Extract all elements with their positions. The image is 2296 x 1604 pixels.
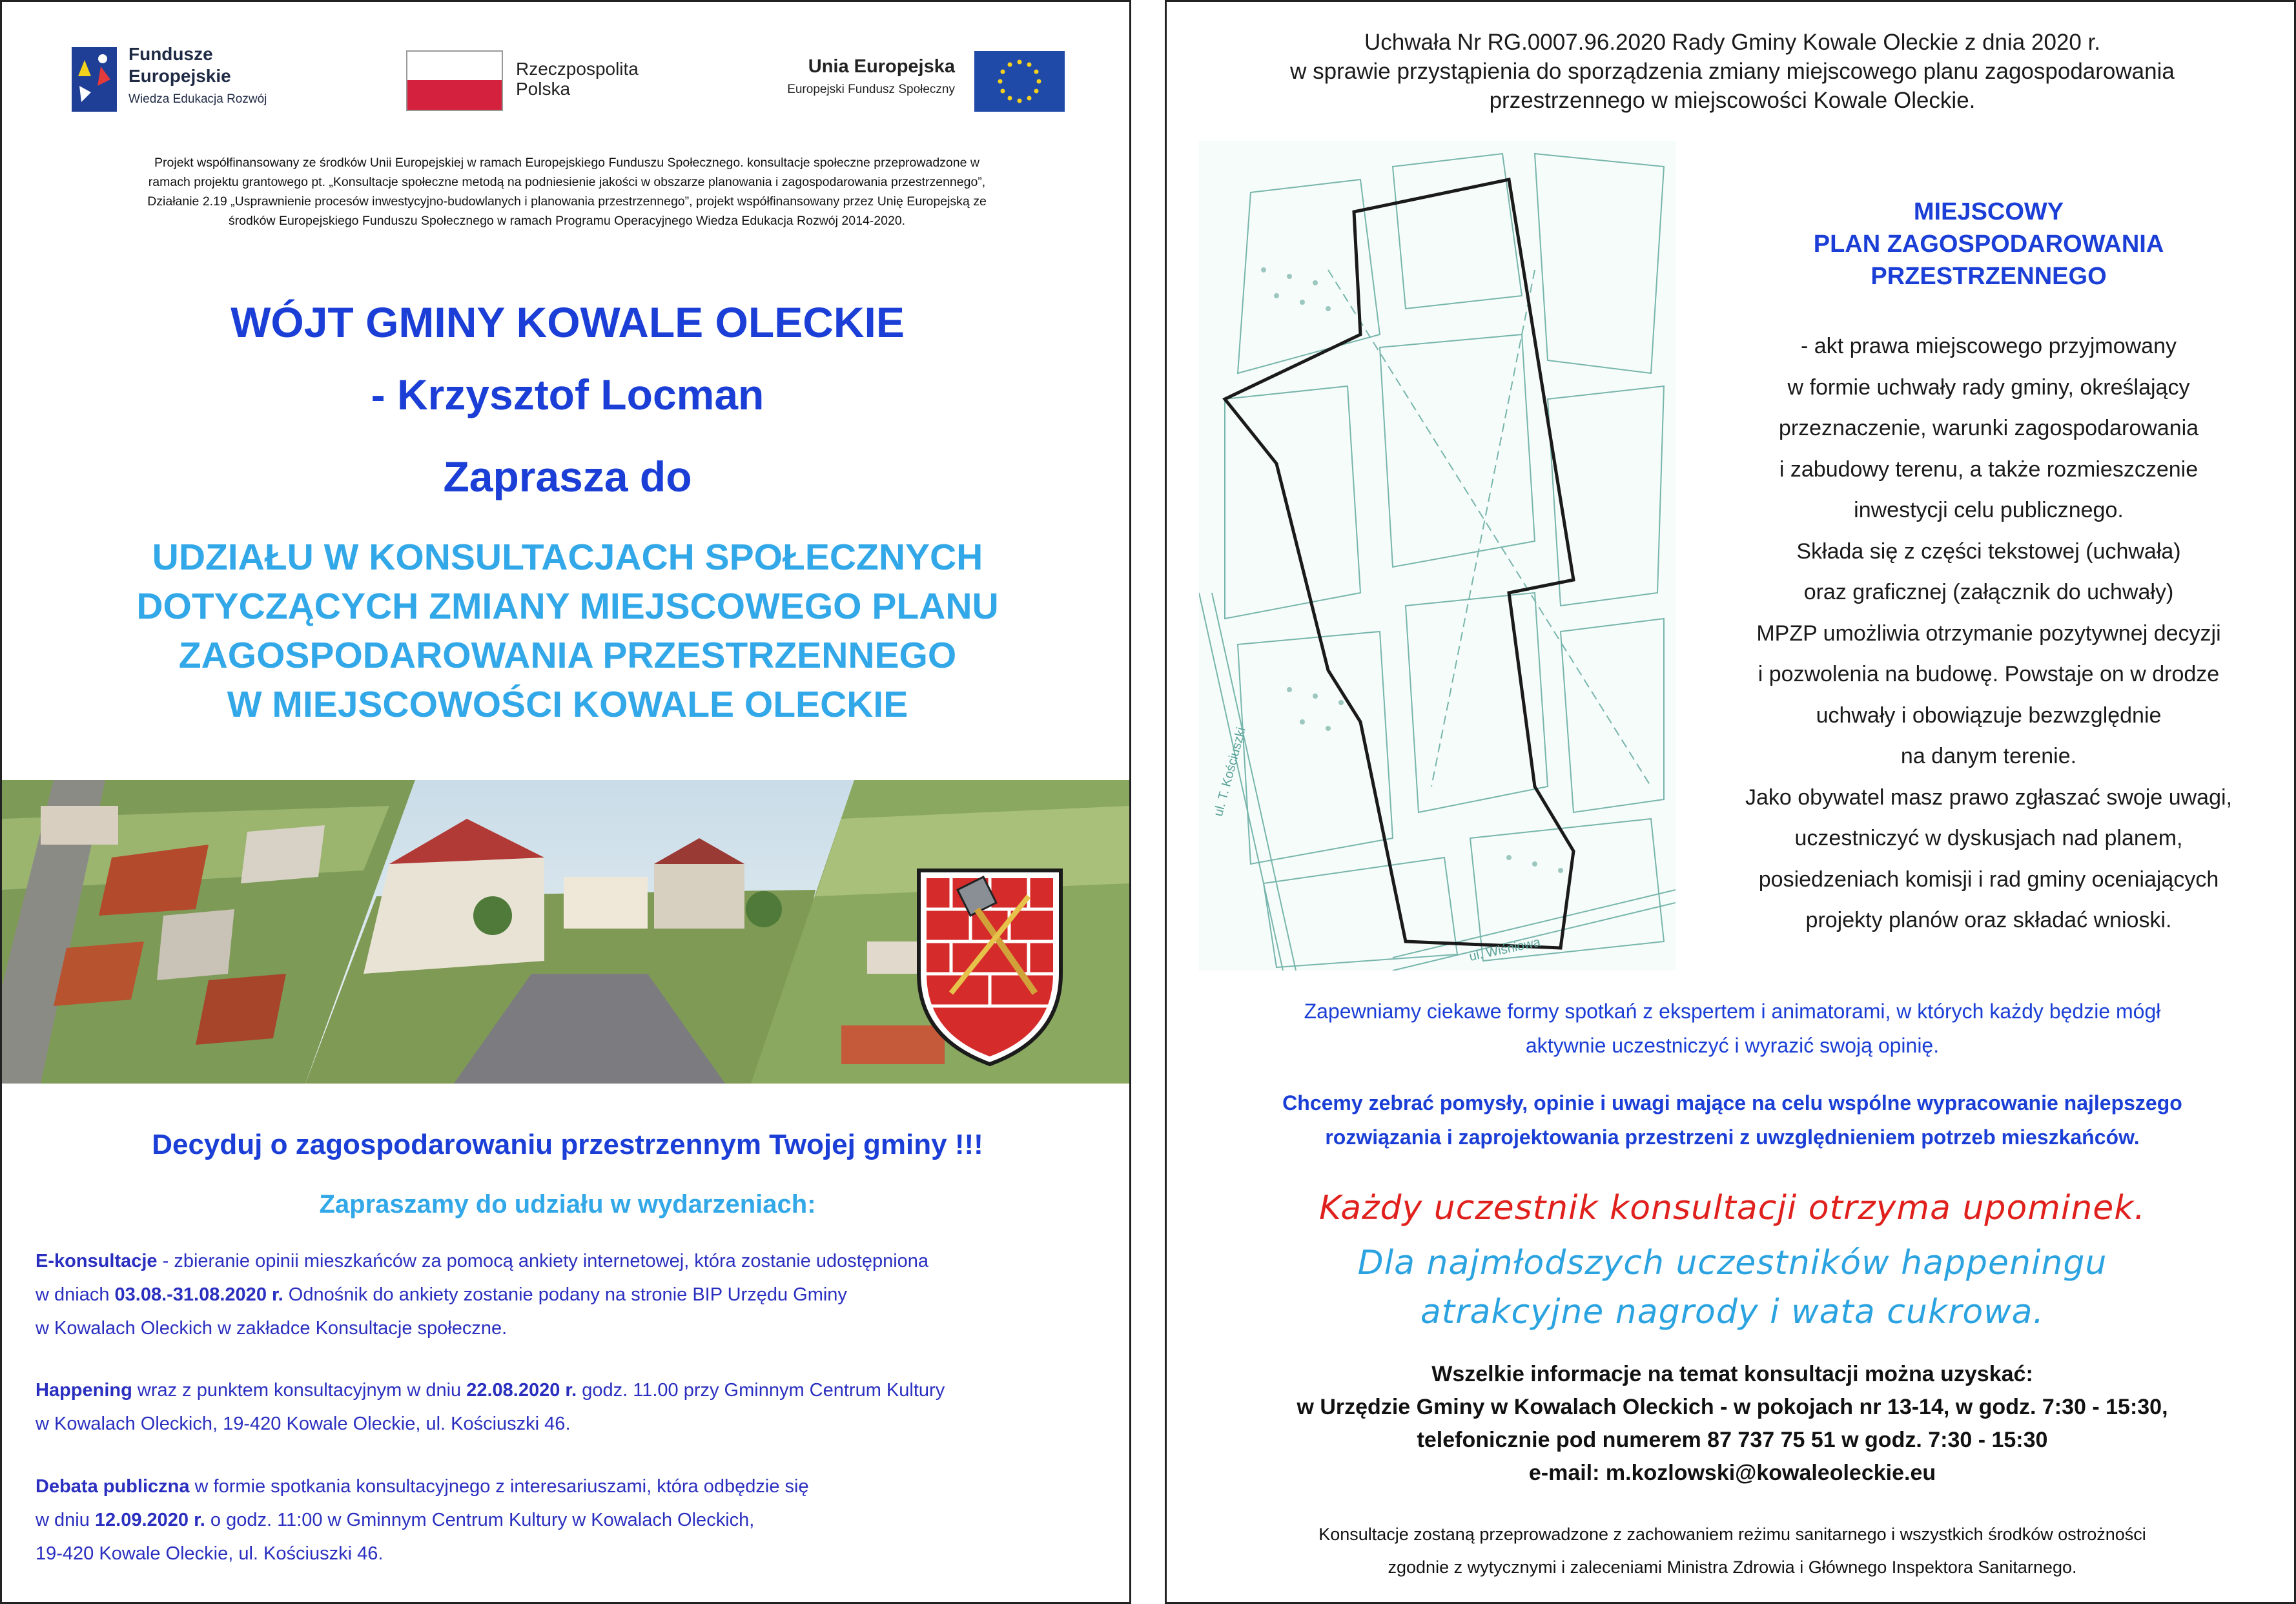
disclaimer-line: środków Europejskiego Funduszu Społecznego w ramach Programu Operacyjnego Wiedza Edukacja Rozwój 2014-2020. [228, 214, 906, 228]
definition-line: inwestycji celu publicznego. [1854, 498, 2124, 522]
footer-line: Konsultacje zostaną przeprowadzone z zachowaniem reżimu sanitarnego i wszystkich środków ostrożności [1318, 1525, 2146, 1544]
disclaimer-line: ramach projektu grantowego pt. „Konsultacje społeczne metodą na podniesienie jakości w obszarze planowania i zagospodarowania przestrzennego”, [148, 175, 986, 189]
definition-line: i pozwolenia na budowę. Powstaje on w drodze [1758, 662, 2220, 686]
event-public-debate [36, 1470, 1120, 1570]
right-poster-panel [1165, 0, 2296, 1604]
subject-line: ZAGOSPODAROWANIA PRZESTRZENNEGO [178, 635, 957, 676]
contact-info [1167, 1358, 2296, 1490]
fundusze-subtitle: Wiedza Edukacja Rozwój [128, 92, 267, 106]
eu-star-icon [1027, 96, 1032, 101]
ideas-line: rozwiązania i zaprojektowania przestrzeni z uwzględnieniem potrzeb mieszkańców. [1325, 1126, 2140, 1149]
footer-line: zgodnie z wytycznymi i zaleceniami Ministra Zdrowia i Głównego Inspektora Sanitarnego. [1388, 1558, 2077, 1577]
fundusze-europejskie-logo [65, 41, 127, 117]
event-text: 19-420 Kowale Oleckie, ul. Kościuszki 46. [36, 1543, 384, 1564]
event-text: w dniach [36, 1284, 115, 1305]
definition-line: Składa się z części tekstowej (uchwała) [1796, 539, 2181, 564]
kids-line: Dla najmłodszych uczestników happeningu [1357, 1244, 2107, 1282]
consultation-subject [2, 533, 1131, 729]
definition-line: uchwały i obowiązuje bezwzględnie [1816, 703, 2162, 728]
event-title: E-konsultacje [36, 1251, 158, 1271]
village-photo-collage [2, 780, 1129, 1084]
event-date: 12.09.2020 r. [94, 1510, 205, 1530]
event-title: Happening [36, 1380, 132, 1401]
eu-star-icon [1018, 99, 1022, 103]
map-street-label: ul. T. Kościuszki [1211, 725, 1249, 818]
kids-announcement [1167, 1239, 2296, 1337]
kids-line: atrakcyjne nagrody i wata cukrowa. [1420, 1293, 2045, 1332]
ideas-info [1167, 1086, 2296, 1155]
event-e-consultation [36, 1244, 1120, 1345]
mpzp-title-line: PRZESTRZENNEGO [1871, 263, 2107, 290]
event-text: w dniu [36, 1510, 95, 1530]
event-happening [36, 1373, 1120, 1441]
definition-line: w formie uchwały rady gminy, określający [1787, 375, 2190, 400]
event-text: godz. 11.00 przy Gminnym Centrum Kultury [577, 1380, 945, 1401]
subject-line: DOTYCZĄCYCH ZMIANY MIEJSCOWEGO PLANU [136, 586, 999, 627]
eu-star-icon [1008, 63, 1012, 67]
sanitary-footer [1167, 1518, 2296, 1584]
definition-line: oraz graficznej (załącznik do uchwały) [1803, 580, 2174, 604]
contact-line: w Urzędzie Gminy w Kowalach Oleckich - w pokojach nr 13-14, w godz. 7:30 - 15:30, [1297, 1395, 2168, 1419]
event-text: wraz z punktem konsultacyjnym w dniu [132, 1380, 467, 1401]
definition-line: - akt prawa miejscowego przyjmowany [1801, 334, 2177, 358]
eu-star-icon [1008, 96, 1012, 101]
meetings-info [1167, 994, 2296, 1063]
resolution-line: Uchwała Nr RG.0007.96.2020 Rady Gminy Kowale Oleckie z dnia 2020 r. [1364, 30, 2101, 55]
slogan: Decyduj o zagospodarowaniu przestrzennym Twojej gminy !!! [152, 1129, 983, 1160]
fundusze-line2: Europejskie [128, 66, 231, 86]
event-title: Debata publiczna [36, 1476, 190, 1497]
definition-line: posiedzeniach komisji i rad gminy oceniających [1758, 867, 2219, 892]
disclaimer-line: Projekt współfinansowany ze środków Unii Europejskiej w ramach Europejskiego Funduszu Społecznego. konsultacje społeczne przeprowadzone w [154, 156, 979, 170]
event-text: - zbieranie opinii mieszkańców za pomocą ankiety internetowej, która zostanie udostępniona [157, 1251, 929, 1271]
event-text: w Kowalach Oleckich, 19-420 Kowale Oleckie, ul. Kościuszki 46. [36, 1414, 571, 1434]
ue-title [744, 56, 955, 97]
left-poster-panel [0, 0, 1131, 1604]
fundusze-title [128, 43, 231, 87]
gift-announcement: Każdy uczestnik konsultacji otrzyma upominek. [1319, 1189, 2146, 1228]
event-date: 22.08.2020 r. [466, 1380, 577, 1401]
definition-line: MPZP umożliwia otrzymanie pozytywnej decyzji [1756, 621, 2221, 646]
ue-line2: Europejski Fundusz Społeczny [787, 83, 955, 96]
eu-star-icon [1034, 70, 1039, 74]
subject-line: UDZIAŁU W KONSULTACJACH SPOŁECZNYCH [152, 537, 983, 578]
resolution-line: przestrzennego w miejscowości Kowale Oleckie. [1489, 88, 1976, 113]
rp-title [516, 59, 639, 99]
definition-line: Jako obywatel masz prawo zgłaszać swoje uwagi, [1745, 785, 2232, 810]
resolution-header [1167, 28, 2296, 115]
rp-line2: Polska [516, 79, 571, 99]
rp-line1: Rzeczpospolita [516, 59, 639, 79]
eu-star-icon [1037, 79, 1041, 84]
mpzp-definition [1688, 326, 2289, 941]
contact-line: telefonicznie pod numerem 87 737 75 51 w godz. 7:30 - 15:30 [1417, 1428, 2048, 1452]
heading-name: - Krzysztof Locman [371, 371, 764, 418]
cadastral-map [1199, 141, 1676, 971]
fundusze-line1: Fundusze [128, 44, 213, 64]
definition-line: uczestniczyć w dyskusjach nad planem, [1794, 826, 2183, 850]
definition-line: i zabudowy terenu, a także rozmieszczenie [1779, 457, 2199, 482]
event-text: o godz. 11:00 w Gminnym Centrum Kultury w Kowalach Oleckich, [205, 1510, 755, 1530]
definition-line: projekty planów oraz składać wnioski. [1805, 908, 2172, 932]
contact-email: e-mail: m.kozlowski@kowaleoleckie.eu [1528, 1461, 1936, 1485]
heading-wojt: WÓJT GMINY KOWALE OLECKIE [231, 298, 905, 346]
ue-line1: Unia Europejska [808, 56, 955, 77]
eu-star-icon [1034, 89, 1039, 94]
funding-disclaimer [28, 153, 1106, 231]
eu-star-icon [1001, 70, 1005, 74]
definition-line: na danym terenie. [1900, 744, 2077, 768]
definition-line: przeznaczenie, warunki zagospodarowania [1778, 416, 2199, 440]
eu-flag-icon [974, 51, 1065, 112]
heading-invites: Zaprasza do [443, 453, 692, 500]
resolution-line: w sprawie przystąpienia do sporządzenia zmiany miejscowego planu zagospodarowania [1290, 59, 2175, 84]
meetings-line: aktywnie uczestniczyć i wyrazić swoją opinię. [1525, 1034, 1940, 1057]
events-invite: Zapraszamy do udziału w wydarzeniach: [319, 1190, 816, 1218]
eu-star-icon [998, 79, 1003, 84]
event-text: Odnośnik do ankiety zostanie podany na stronie BIP Urzędu Gminy [283, 1284, 847, 1305]
disclaimer-line: Działanie 2.19 „Usprawnienie procesów inwestycyjno-budowlanych i planowania przestrzennego”, projekt współfinansowany przez Unię Europejską ze [147, 194, 987, 209]
event-date: 03.08.-31.08.2020 r. [114, 1284, 283, 1305]
eu-star-icon [1001, 89, 1005, 94]
mpzp-title-line: PLAN ZAGOSPODAROWANIA [1813, 231, 2164, 258]
mpzp-title [1688, 196, 2289, 293]
eu-star-icon [1027, 63, 1032, 67]
meetings-line: Zapewniamy ciekawe formy spotkań z ekspertem i animatorami, w których każdy będzie mógł [1304, 1000, 2161, 1023]
mpzp-title-line: MIEJSCOWY [1913, 198, 2064, 225]
eu-star-icon [1018, 60, 1022, 65]
contact-line: Wszelkie informacje na temat konsultacji można uzyskać: [1431, 1362, 2033, 1386]
ideas-line: Chcemy zebrać pomysły, opinie i uwagi mające na celu wspólne wypracowanie najlepszego [1282, 1091, 2182, 1115]
event-text: w Kowalach Oleckich w zakładce Konsultacje społeczne. [36, 1318, 507, 1339]
event-text: w formie spotkania konsultacyjnego z interesariuszami, która odbędzie się [189, 1476, 809, 1497]
subject-line: W MIEJSCOWOŚCI KOWALE OLECKIE [227, 684, 908, 725]
map-street-label: ul. Wiśniowa [1468, 935, 1542, 964]
poland-flag-icon [406, 50, 503, 111]
